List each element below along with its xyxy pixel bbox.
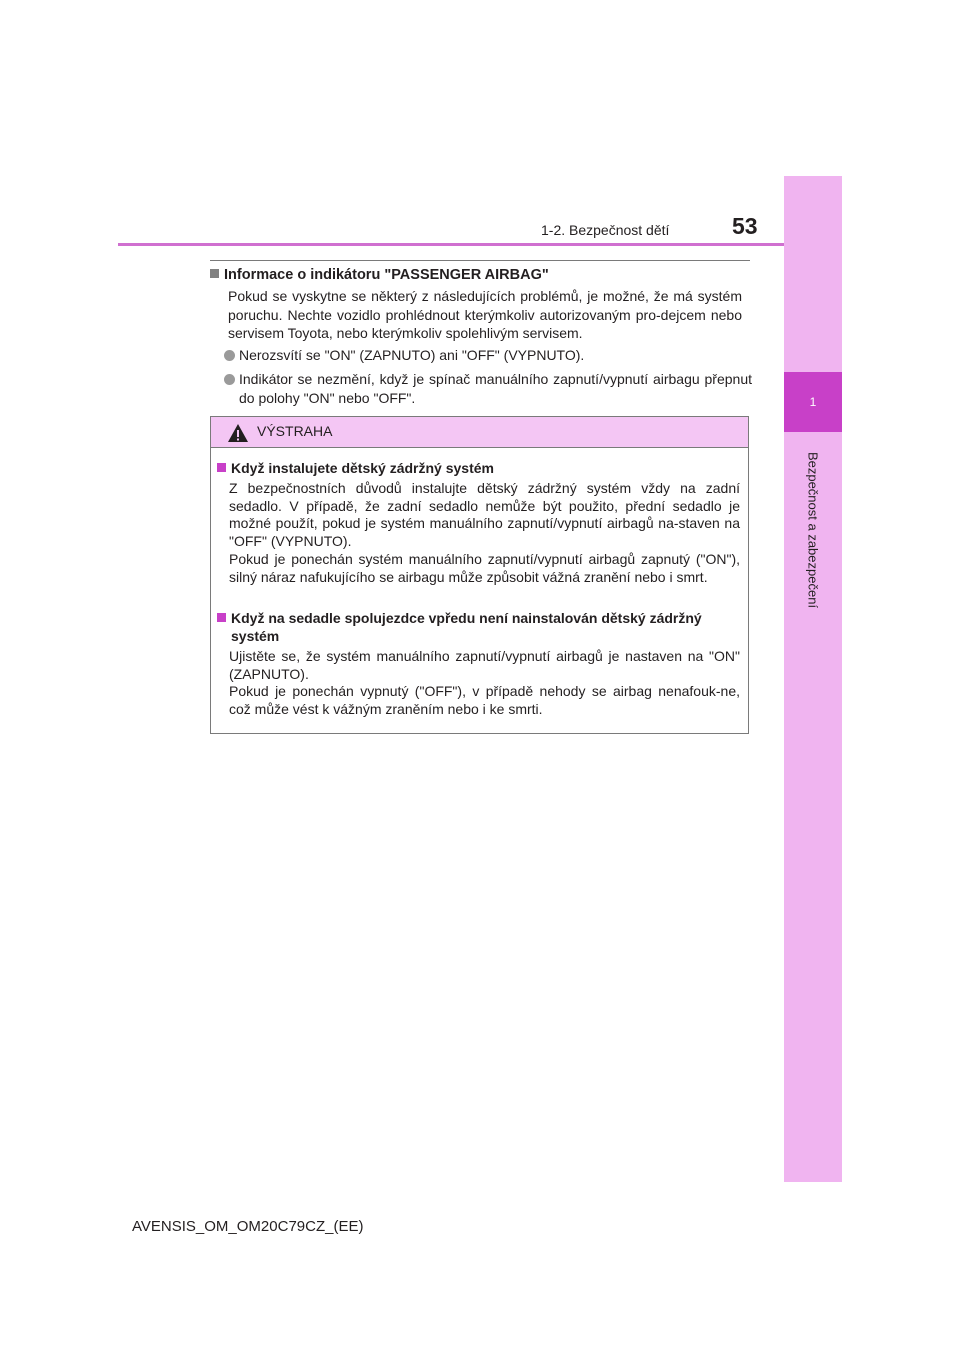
info-paragraph: Pokud se vyskytne se některý z následujících problémů, je možné, že má systém poruchu. Nechte vozidlo prohlédnout kterýmkoliv autorizovaným pro-dejcem nebo servisem Toyota, nebo kterýmkoliv spolehlivým servisem. [228,288,742,341]
chapter-number-tab: 1 [784,372,842,432]
warning-paragraph: Pokud je ponechán systém manuálního zapnutí/vypnutí airbagů zapnutý ("ON"), silný náraz nafukujícího se airbagu může způsobit vážná zranění nebo i smrt. [229,550,740,585]
warning-item-heading-text: Když instalujete dětský zádržný systém [231,460,494,476]
document-code: AVENSIS_OM_OM20C79CZ_(EE) [132,1218,364,1235]
warning-item-heading-cont: systém [231,628,280,644]
chapter-title: Bezpečnost a zabezpečení [805,451,821,609]
warning-triangle-icon [227,423,249,443]
circle-bullet-icon [224,350,235,361]
warning-paragraph: Ujistěte se, že systém manuálního zapnutí/vypnutí airbagů je nastaven na "ON" (ZAPNUTO). [229,648,740,682]
circle-bullet-icon [224,374,235,385]
info-bullet-text: Indikátor se nezmění, když je spínač manuálního zapnutí/vypnutí airbagu přepnut do polohy "ON" nebo "OFF". [239,371,752,406]
section-title: 1-2. Bezpečnost dětí [541,222,670,238]
info-heading-text: Informace o indikátoru "PASSENGER AIRBAG" [224,267,549,283]
warning-box [210,416,749,734]
warning-item-1-heading [217,459,745,477]
warning-item-heading-text: Když na sedadle spolujezdce vpředu není nainstalován dětský zádržný [231,610,702,626]
info-heading [210,266,549,284]
warning-item-2-body [229,648,740,719]
warning-paragraph: Z bezpečnostních důvodů instalujte dětský zádržný systém vždy na zadní sedadlo. V případě, že zadní sedadlo nemůže být použito, přední sedadlo je možné použít, pokud je systém manuálního zapnutí/vypnutí airbagů na-staven na "OFF" (VYPNUTO). [229,480,740,550]
warning-item-2-heading [217,609,745,645]
square-bullet-icon [217,463,226,472]
content-rule [210,260,750,261]
warning-title: VÝSTRAHA [257,423,333,439]
warning-item-1-body [229,480,740,586]
warning-paragraph: Pokud je ponechán vypnutý ("OFF"), v případě nehody se airbag nenafouk-ne, což může vést k vážným zraněním nebo i ke smrti. [229,683,740,718]
chapter-side-tab [784,176,842,1182]
warning-header [211,417,748,448]
info-bullet-1 [224,346,752,365]
page-number: 53 [732,213,758,239]
header-rule [118,243,784,246]
square-bullet-icon [217,613,226,622]
info-bullet-2 [224,370,752,407]
square-bullet-icon [210,269,219,278]
info-bullet-text: Nerozsvítí se "ON" (ZAPNUTO) ani "OFF" (VYPNUTO). [239,347,585,363]
